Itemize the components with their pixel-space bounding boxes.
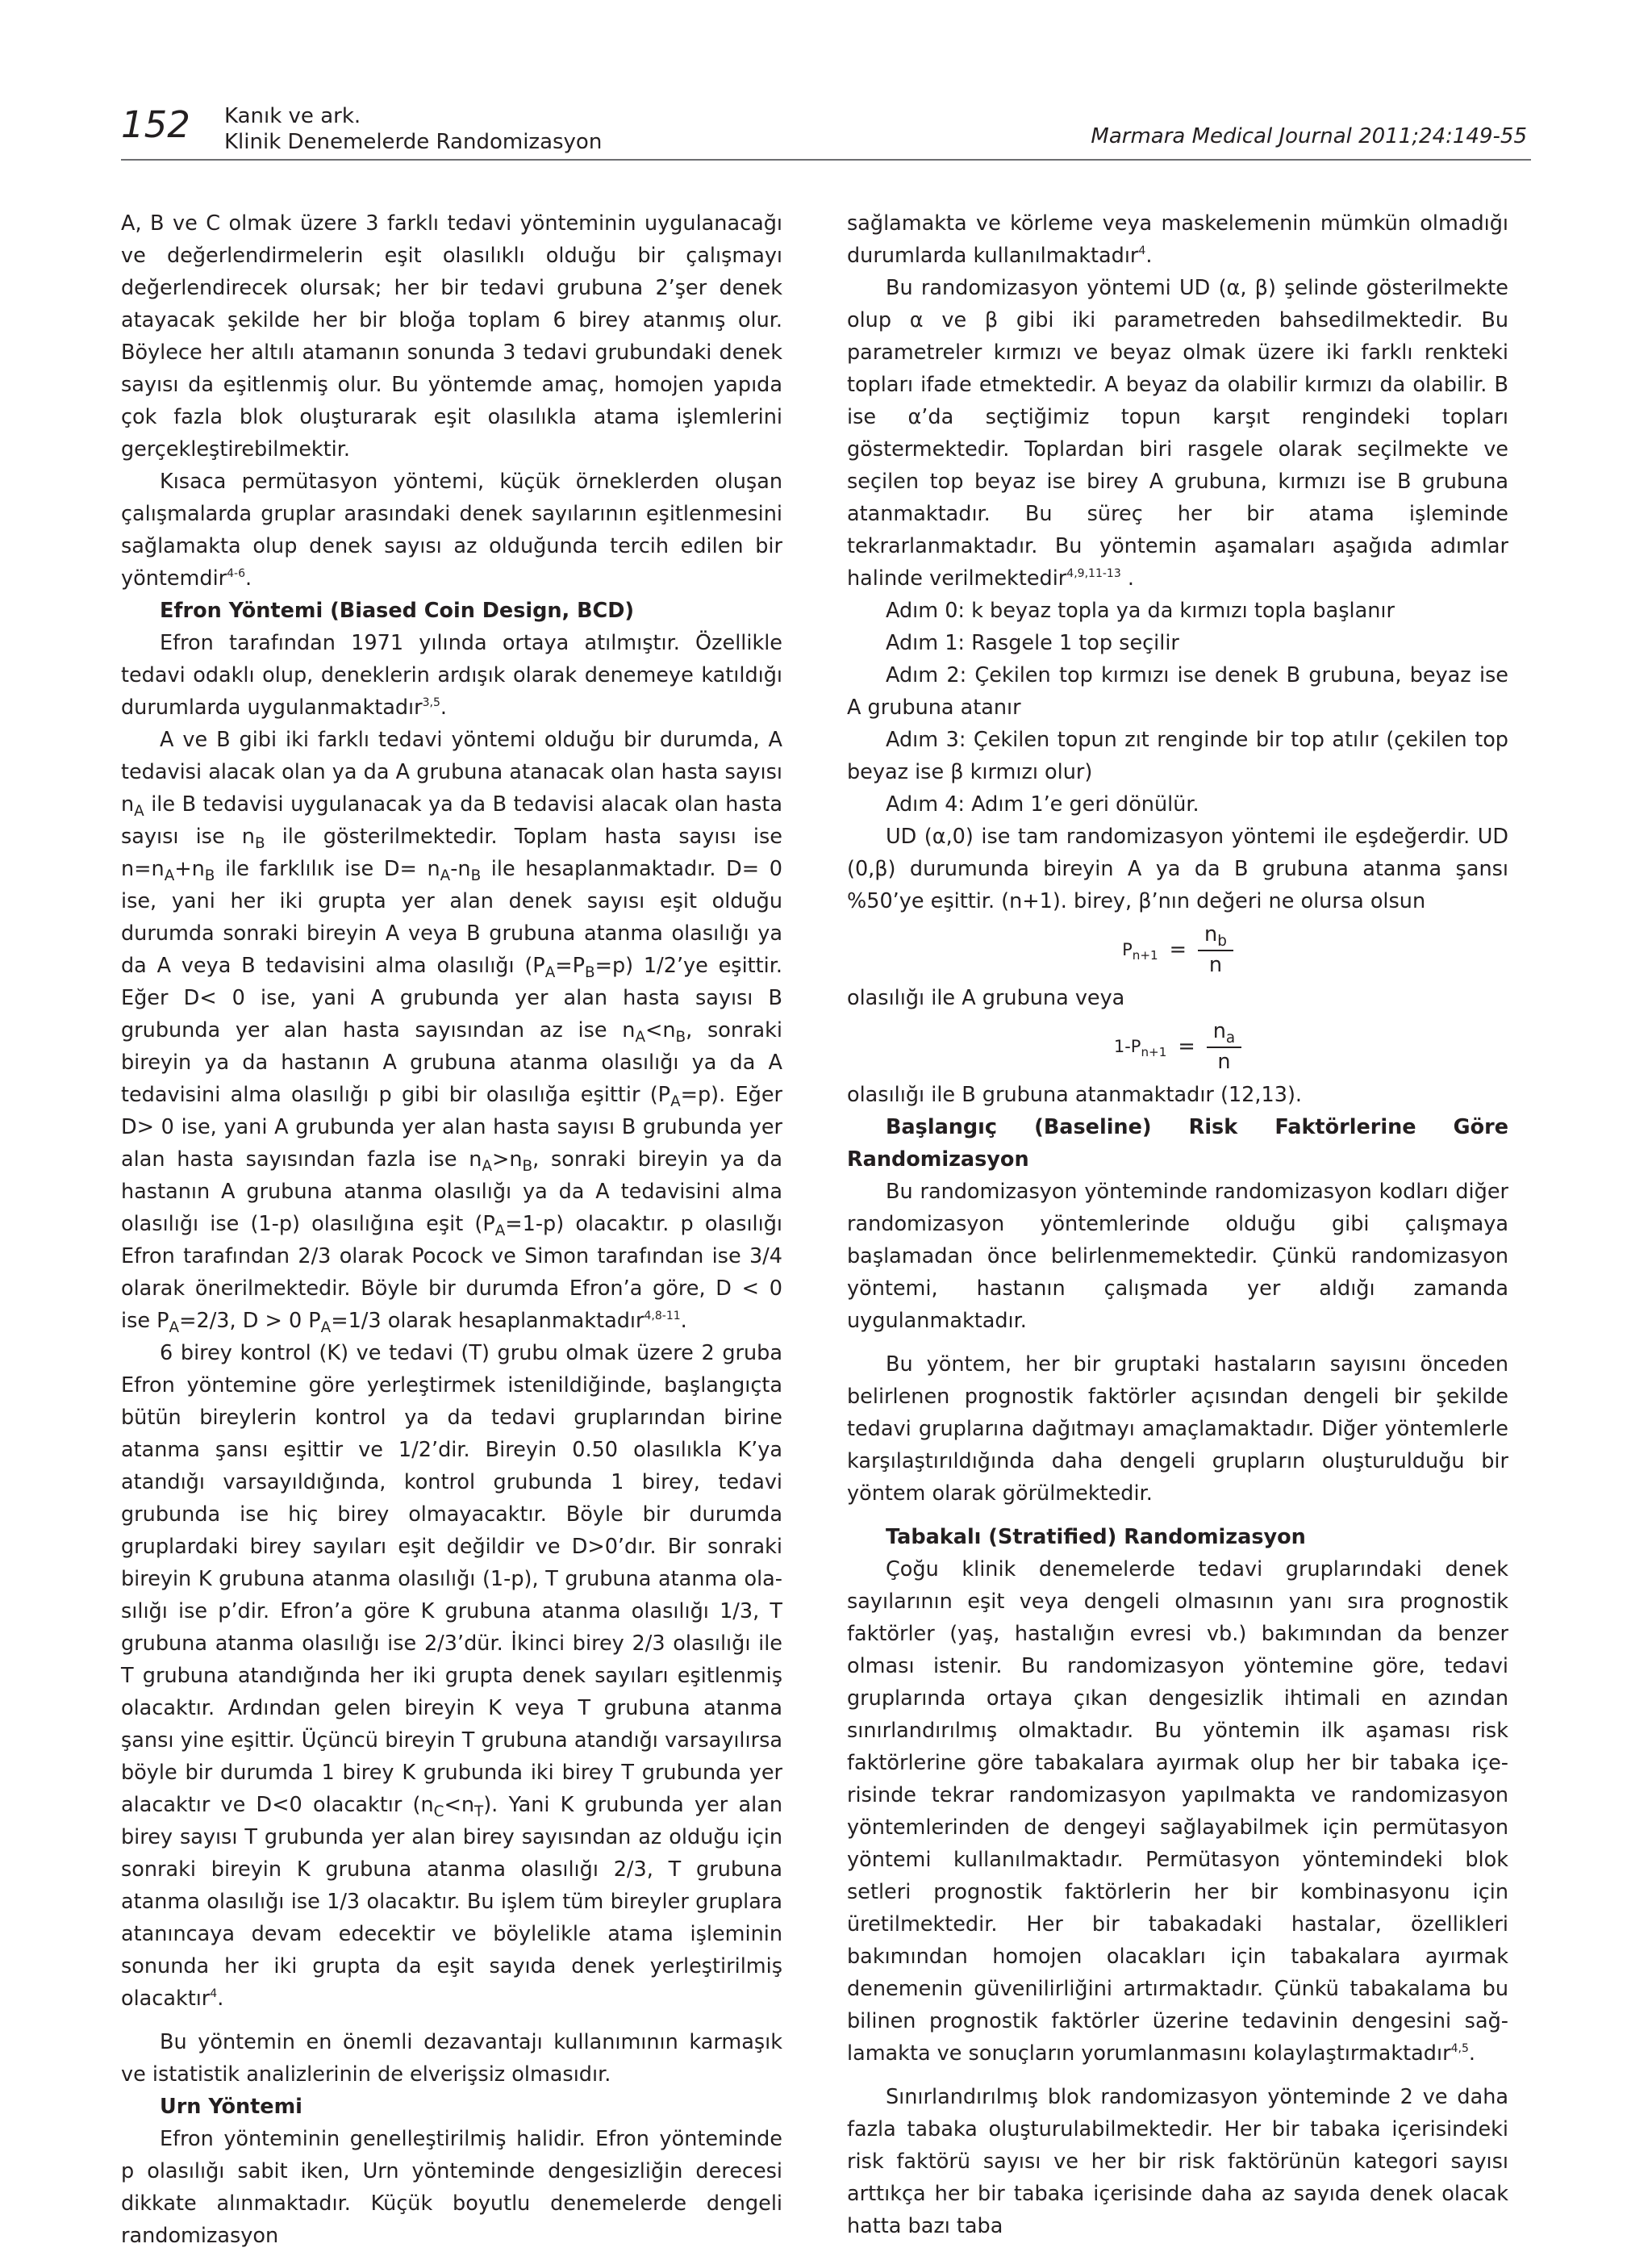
- right-column: [847, 207, 1508, 2242]
- section-heading-baseline: Başlangıç (Baseline) Risk Faktörlerine Göre Randomizasyon: [847, 1115, 1508, 1172]
- section-heading-stratified: Tabakalı (Stratified) Randomizasyon: [886, 1525, 1306, 1549]
- header-rule: [121, 159, 1531, 161]
- left-column: [121, 207, 782, 2252]
- paragraph: Kısaca permütasyon yöntemi, küçük örneklerden oluşan çalışmalarda gruplar arasındaki denek sayılarının eşitlenmesini sağlamakta olup denek sayısı az olduğunda tercih edilen bir yöntemdir$^{4-6}$.: [121, 470, 782, 591]
- paragraph: Bu yöntemin en önemli dezavantajı kullanımının karmaşık ve istatistik analizlerinin de elverişsiz olmasıdır.: [121, 2030, 782, 2087]
- paragraph: 6 birey kontrol (K) ve tedavi (T) grubu olmak üzere 2 gruba Efron yöntemine göre yerleştirmek istenildiğinde, başlangıçta bütün bireylerin kontrol ya da tedavi gruplarından birine atanma şansı eşittir ve 1/2’dir. Bireyin 0.50 olasılıkla K’ya atandığı varsayıldığında, kontrol grubunda 1 birey, tedavi grubunda ise hiç birey olmayacaktır. Böyle bir durumda gruplardaki birey sayıları eşit değildir ve D>0’dır. Bir sonraki bireyin K grubuna atanma olasılığı (1-p), T grubuna atanma olasılığı ise p’dir. Efron’a göre K grubuna atanma olasılığı 1/3, T grubuna atanma olasılığı ise 2/3’dür. İkinci birey 2/3 olasılığı ile T grubuna atandığında her iki grupta denek sayıları eşitlenmiş olacaktır. Ardından gelen bireyin K veya T grubuna atanma şansı yine eşittir. Üçüncü bireyin T grubuna atandığı varsayılırsa böyle bir durumda 1 birey K grubunda iki birey T grubunda yer alacaktır ve D<0 olacaktır $(n_C<n_T)$. Yani K grubunda yer alan birey sayısı T grubunda yer alan birey sayısından az olduğu için sonraki bireyin K grubuna atanma olasılığı 2/3, T grubuna atanma olasılığı ise 1/3 olacaktır. Bu işlem tüm bireyler gruplara atanıncaya devam edecektir ve böylelikle atama işleminin sonunda her iki grupta da eşit sayıda denek yerleştirilmiş olacaktır$^4$.: [121, 1341, 782, 2011]
- running-head-authors: Kanık ve ark.: [224, 104, 361, 128]
- step-item: Adım 4: Adım 1’e geri dönülür.: [886, 792, 1199, 817]
- paragraph: Efron yönteminin genelleştirilmiş halidir. Efron yönteminde p olasılığı sabit iken, Urn yönteminde dengesizliğin derecesi dikkate alınmaktadır. Küçük boyutlu denemelerde dengeli randomizasyon: [121, 2127, 782, 2248]
- paragraph: olasılığı ile B grubuna atanmaktadır (12,13).: [847, 1083, 1303, 1107]
- paragraph: Bu randomizasyon yönteminde randomizasyon kodları diğer randomizasyon yöntemlerinde olduğu gibi çalışmaya başlamadan önce belirlenmemektedir. Çünkü randomizasyon yöntemi, hastanın çalışmada yer aldığı zamanda uygulanmaktadır.: [847, 1180, 1508, 1333]
- paragraph: UD (α,0) ise tam randomizasyon yöntemi ile eşdeğerdir. UD (0,β) durumunda bireyin A ya da B grubuna atanma şansı %50’ye eşittir. (n+1). birey, β’nın değeri ne olursa olsun: [847, 825, 1508, 913]
- formula-prob-b: $1-P_{n+1}$ = $\frac{n_a}{n}$: [847, 1014, 1508, 1079]
- step-item: Adım 1: Rasgele 1 top seçilir: [886, 631, 1179, 655]
- paragraph: Çoğu klinik denemelerde tedavi gruplarındaki denek sayılarının eşit veya dengeli olmasının yanı sıra prognostik faktörler (yaş, hastalığın evresi vb.) bakımından da benzer olması istenir. Bu randomizasyon yöntemine göre, tedavi gruplarında ortaya çıkan dengesizlik ihtimali en azından sınırlandırılmış olmaktadır. Bu yöntemin ilk aşaması risk faktörlerine göre tabakalara ayırmak olup her bir tabaka içerisinde tekrar randomizasyon yapılmakta ve randomizasyon yöntemlerinden de dengeyi sağlayabilmek için permütasyon yöntemi kullanılmaktadır. Permütasyon yöntemindeki blok setleri prognostik faktörlerin her bir kombinasyonu için üretilmektedir. Her bir tabakadaki hastalar, özellikleri bakımından homojen olacakları için tabakalara ayırmak denemenin güvenilirliğini artırmaktadır. Çünkü tabakalama bu bilinen prognostik faktörler üzerine tedavinin dengesini sağlamakta ve sonuçların yorumlanmasını kolaylaştırmaktadır$^{4,5}$.: [847, 1557, 1508, 2066]
- section-heading-efron: Efron Yöntemi (Biased Coin Design, BCD): [160, 599, 635, 623]
- paragraph: Sınırlandırılmış blok randomizasyon yönteminde 2 ve daha fazla tabaka oluşturulabilmektedir. Her bir tabaka içerisindeki risk faktörü sayısı ve her bir risk faktörünün kategori sayısı arttıkça her bir tabaka içerisinde daha az sayıda denek olacak hatta bazı taba: [847, 2085, 1508, 2238]
- paragraph: Efron tarafından 1971 yılında ortaya atılmıştır. Özellikle tedavi odaklı olup, deneklerin ardışık olarak denemeye katıldığı durumlarda uygulanmaktadır$^{3,5}$.: [121, 631, 782, 720]
- section-heading-urn: Urn Yöntemi: [160, 2095, 302, 2119]
- running-head-title: Klinik Denemelerde Randomizasyon: [224, 130, 603, 154]
- paragraph: sağlamakta ve körleme veya maskelemenin mümkün olmadığı durumlarda kullanılmaktadır$^4$.: [847, 211, 1508, 268]
- step-item: Adım 2: Çekilen top kırmızı ise denek B grubuna, beyaz ise A grubuna atanır: [847, 663, 1508, 720]
- formula-prob-a: $P_{n+1}$ = $\frac{n_b}{n}$: [847, 917, 1508, 982]
- paragraph: Bu yöntem, her bir gruptaki hastaların sayısını önceden belirlenen prognostik faktörler açısından dengeli bir şekilde tedavi gruplarına dağıtmayı amaçlamaktadır. Diğer yöntemlerle karşılaştırıldığında daha dengeli grupların oluşturulduğu bir yöntem olarak görülmektedir.: [847, 1352, 1508, 1506]
- journal-citation: Marmara Medical Journal 2011;24:149-55: [1091, 124, 1527, 148]
- paragraph: A, B ve C olmak üzere 3 farklı tedavi yönteminin uygulanacağı ve değerlendirmelerin eşit olasılıklı olduğu bir çalışmayı değerlendirecek olursak; her bir tedavi grubuna 2’şer denek atayacak şekilde her bir bloğa toplam 6 birey atanmış olur. Böylece her altılı atamanın sonunda 3 tedavi grubundaki denek sayısı da eşitlenmiş olur. Bu yöntemde amaç, homojen yapıda çok fazla blok oluşturarak eşit olasılıkla atama işlemlerini gerçekleştirebilmektir.: [121, 211, 782, 462]
- step-item: Adım 0: k beyaz topla ya da kırmızı topla başlanır: [886, 599, 1395, 623]
- step-item: Adım 3: Çekilen topun zıt renginde bir top atılır (çekilen top beyaz ise β kırmızı olur): [847, 728, 1508, 784]
- page-number: 152: [121, 103, 190, 146]
- paragraph: olasılığı ile A grubuna veya: [847, 986, 1125, 1010]
- paragraph: Bu randomizasyon yöntemi UD (α, β) şelinde gösterilmekte olup α ve β gibi iki parametreden bahsedilmektedir. Bu parametreler kırmızı ve beyaz olmak üzere iki farklı renkteki topları ifade etmektedir. A beyaz da olabilir kırmızı da olabilir. B ise α’da seçtiğimiz topun karşıt rengindeki topları göstermektedir. Toplardan biri rasgele olarak seçilmekte ve seçilen top beyaz ise birey A grubuna, kırmızı ise B grubuna atanmaktadır. Bu süreç her bir atama işleminde tekrarlanmaktadır. Bu yöntemin aşamaları aşağıda adımlar halinde verilmektedir$^{4,9,11-13}$ .: [847, 276, 1508, 591]
- paragraph: A ve B gibi iki farklı tedavi yöntemi olduğu bir durumda, A tedavisi alacak olan ya da A grubuna atanacak olan hasta sayısı $n_A$ ile B tedavisi uygulanacak ya da B tedavisi alacak olan hasta sayısı ise $n_B$ ile gösterilmektedir. Toplam hasta sayısı ise $n=n_A+n_B$ ile farklılık ise $D= n_A-n_B$ ile hesaplanmaktadır. D= 0 ise, yani her iki grupta yer alan denek sayısı eşit olduğu durumda sonraki bireyin A veya B grubuna atanma olasılığı ya da A veya B tedavisini alma olasılığı $(P_A=P_B=p)$ 1/2’ye eşittir. Eğer D< 0 ise, yani A grubunda yer alan hasta sayısı B grubunda yer alan hasta sayısından az ise $n_A<n_B$, sonraki bireyin ya da hastanın A grubuna atanma olasılığı ya da A tedavisini alma olasılığı p gibi bir olasılığa eşittir $(P_A=p)$. Eğer D> 0 ise, yani A grubunda yer alan hasta sayısı B grubunda yer alan hasta sayısından fazla ise $n_A>n_B$, sonraki bireyin ya da hastanın A grubuna atanma olasılığı ya da A tedavisini alma olasılığı ise (1-p) olasılığına eşit $(P_A=1-p)$ olacaktır. p olasılığı Efron tarafından 2/3 olarak Pocock ve Simon tarafından ise 3/4 olarak önerilmektedir. Böyle bir durumda Efron’a göre, D < 0 ise $P_A=2/3$, D > 0 $P_A=1/3$ olarak hesaplanmaktadır$^{4,8-11}$.: [121, 728, 782, 1336]
